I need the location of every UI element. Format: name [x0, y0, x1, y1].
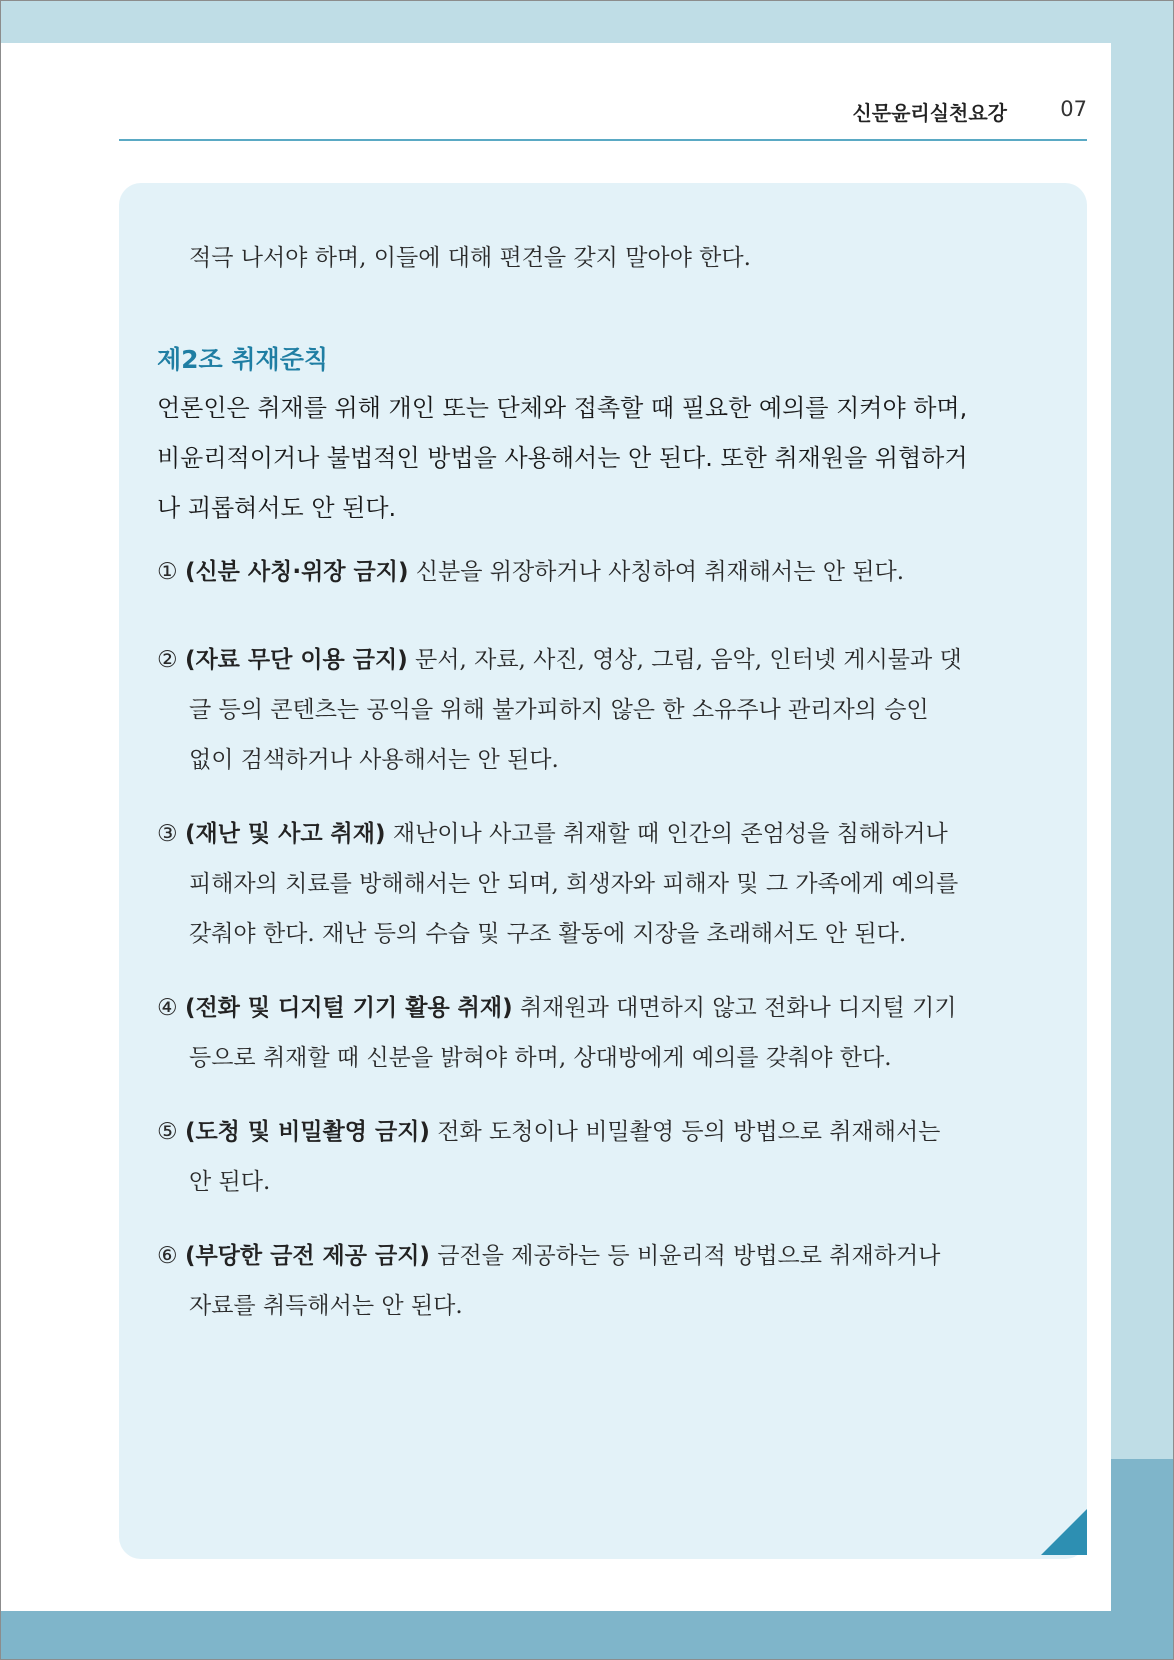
item-number: ⑥ [157, 1243, 178, 1269]
item-text: 재난이나 사고를 취재할 때 인간의 존엄성을 침해하거나 [392, 821, 948, 847]
item-text-line: 자료를 취득해서는 안 된다. [189, 1293, 463, 1319]
item-title: (도청 및 비밀촬영 금지) [184, 1119, 430, 1145]
item-number: ② [157, 647, 178, 673]
item-number: ④ [157, 995, 178, 1021]
item-text-line: 글 등의 콘텐츠는 공익을 위해 불가피하지 않은 한 소유주나 관리자의 승인 [189, 697, 929, 723]
article-title: 제2조 취재준칙 [157, 345, 328, 374]
item-text: 문서, 자료, 사진, 영상, 그림, 음악, 인터넷 게시물과 댓 [415, 647, 962, 673]
item-text: 금전을 제공하는 등 비윤리적 방법으로 취재하거나 [437, 1243, 941, 1269]
header-title: 신문윤리실천요강 [852, 101, 1007, 125]
item-title: (전화 및 디지털 기기 활용 취재) [184, 995, 513, 1021]
item-text-line: 갖춰야 한다. 재난 등의 수습 및 구조 활동에 지장을 초래해서도 안 된다. [189, 921, 907, 947]
page-corner-triangle [1041, 1509, 1087, 1555]
page-number: 07 [1060, 97, 1087, 121]
item-number: ⑤ [157, 1119, 178, 1145]
item-title: (재난 및 사고 취재) [184, 821, 386, 847]
list-item-5 [157, 1107, 1057, 1207]
item-text: 신분을 위장하거나 사칭하여 취재해서는 안 된다. [415, 559, 905, 585]
item-title: (신분 사칭·위장 금지) [184, 559, 409, 585]
list-item-6 [157, 1231, 1057, 1331]
page-header [119, 93, 1087, 141]
top-band [1, 1, 1173, 43]
article-body-line: 언론인은 취재를 위해 개인 또는 단체와 접촉할 때 필요한 예의를 지켜야 하며, [157, 394, 968, 422]
item-number: ③ [157, 821, 178, 847]
item-text: 전화 도청이나 비밀촬영 등의 방법으로 취재해서는 [437, 1119, 941, 1145]
list-item-2 [157, 635, 1057, 785]
list-item-1 [157, 547, 1057, 597]
item-text-line: 안 된다. [189, 1169, 271, 1195]
article-body-line: 비윤리적이거나 불법적인 방법을 사용해서는 안 된다. 또한 취재원을 위협하거 [157, 444, 968, 472]
item-text: 취재원과 대면하지 않고 전화나 디지털 기기 [519, 995, 957, 1021]
list-item-4 [157, 983, 1057, 1083]
item-title: (자료 무단 이용 금지) [184, 647, 408, 673]
item-title: (부당한 금전 제공 금지) [184, 1243, 430, 1269]
bottom-band [1, 1611, 1173, 1659]
item-text-line: 등으로 취재할 때 신분을 밝혀야 하며, 상대방에게 예의를 갖춰야 한다. [189, 1045, 892, 1071]
intro-paragraph [157, 233, 1057, 283]
item-text-line: 없이 검색하거나 사용해서는 안 된다. [189, 747, 559, 773]
item-text-line: 피해자의 치료를 방해해서는 안 되며, 희생자와 피해자 및 그 가족에게 예의를 [189, 871, 959, 897]
article-body [157, 383, 1057, 533]
list-item-3 [157, 809, 1057, 959]
item-number: ① [157, 559, 178, 585]
right-band [1111, 1, 1173, 1659]
article-body-line: 나 괴롭혀서도 안 된다. [157, 494, 397, 522]
intro-line: 적극 나서야 하며, 이들에 대해 편견을 갖지 말아야 한다. [189, 245, 751, 271]
